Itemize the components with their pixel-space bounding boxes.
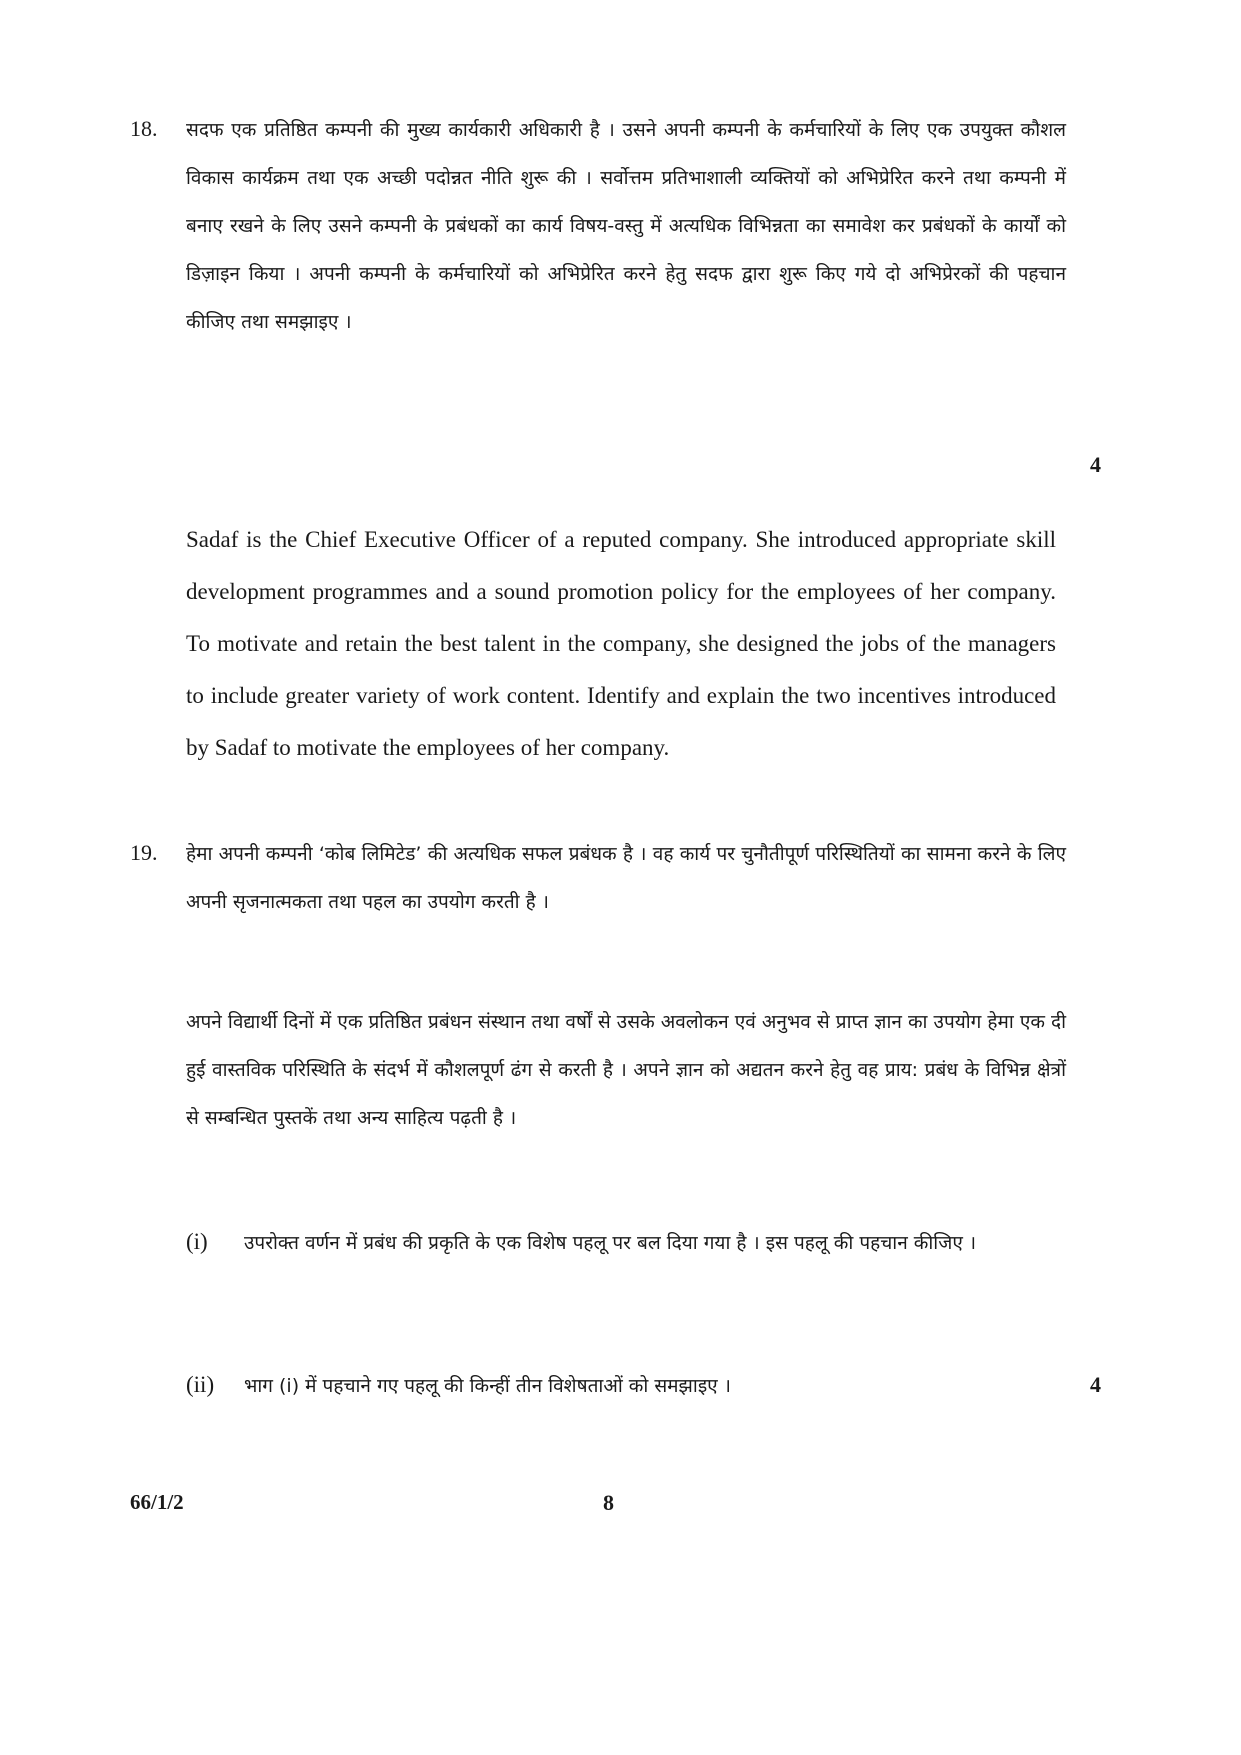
question-19-hindi-intro: हेमा अपनी कम्पनी ‘कोब लिमिटेड’ की अत्यधिक सफल प्रबंधक है । वह कार्य पर चुनौतीपूर्ण परिस्थितियों का सामना करने के लिए अपनी सृजनात्मकता तथा पहल का उपयोग करती है । <box>186 843 1066 913</box>
question-19-part-ii-text: भाग (i) में पहचाने गए पहलू की किन्हीं तीन विशेषताओं को समझाइए । <box>244 1375 731 1397</box>
question-19-number: 19. <box>130 840 158 865</box>
question-19-part-i-label: (i) <box>186 1229 208 1254</box>
question-19-part-ii-label: (ii) <box>186 1372 215 1397</box>
question-18-number: 18. <box>130 116 158 141</box>
question-18-english-text: Sadaf is the Chief Executive Officer of a reputed company. She introduced appropriate skill development programmes and a sound promotion policy for the employees of her company. To motivate and retain the best talent in the company, she designed the jobs of the managers to include greater variety of work content. Identify and explain the two incentives introduced by Sadaf to motivate the employees of her company. <box>186 527 1056 760</box>
question-19-marks: 4 <box>1090 1372 1101 1397</box>
paper-code: 66/1/2 <box>130 1490 184 1514</box>
question-19-hindi-body: अपने विद्यार्थी दिनों में एक प्रतिष्ठित प्रबंधन संस्थान तथा वर्षों से उसके अवलोकन एवं अनुभव से प्राप्त ज्ञान का उपयोग हेमा एक दी हुई वास्तविक परिस्थिति के संदर्भ में कौशलपूर्ण ढंग से करती है । अपने ज्ञान को अद्यतन करने हेतु वह प्राय: प्रबंध के विभिन्न क्षेत्रों से सम्बन्धित पुस्तकें तथा अन्य साहित्य पढ़ती है । <box>186 1011 1066 1129</box>
question-19-part-i-text: उपरोक्त वर्णन में प्रबंध की प्रकृति के एक विशेष पहलू पर बल दिया गया है । इस पहलू की पहचान कीजिए । <box>244 1232 977 1254</box>
page-number: 8 <box>603 1490 614 1515</box>
question-18-hindi-text: सदफ एक प्रतिष्ठित कम्पनी की मुख्य कार्यकारी अधिकारी है । उसने अपनी कम्पनी के कर्मचारियों के लिए एक उपयुक्त कौशल विकास कार्यक्रम तथा एक अच्छी पदोन्नत नीति शुरू की । सर्वोत्तम प्रतिभाशाली व्यक्तियों को अभिप्रेरित करने तथा कम्पनी में बनाए रखने के लिए उसने कम्पनी के प्रबंधकों का कार्य विषय-वस्तु में अत्यधिक विभिन्नता का समावेश कर प्रबंधकों के कार्यों को डिज़ाइन किया । अपनी कम्पनी के कर्मचारियों को अभिप्रेरित करने हेतु सदफ द्वारा शुरू किए गये दो अभिप्रेरकों की पहचान कीजिए तथा समझाइए । <box>186 119 1066 333</box>
question-18-marks: 4 <box>1090 452 1101 477</box>
